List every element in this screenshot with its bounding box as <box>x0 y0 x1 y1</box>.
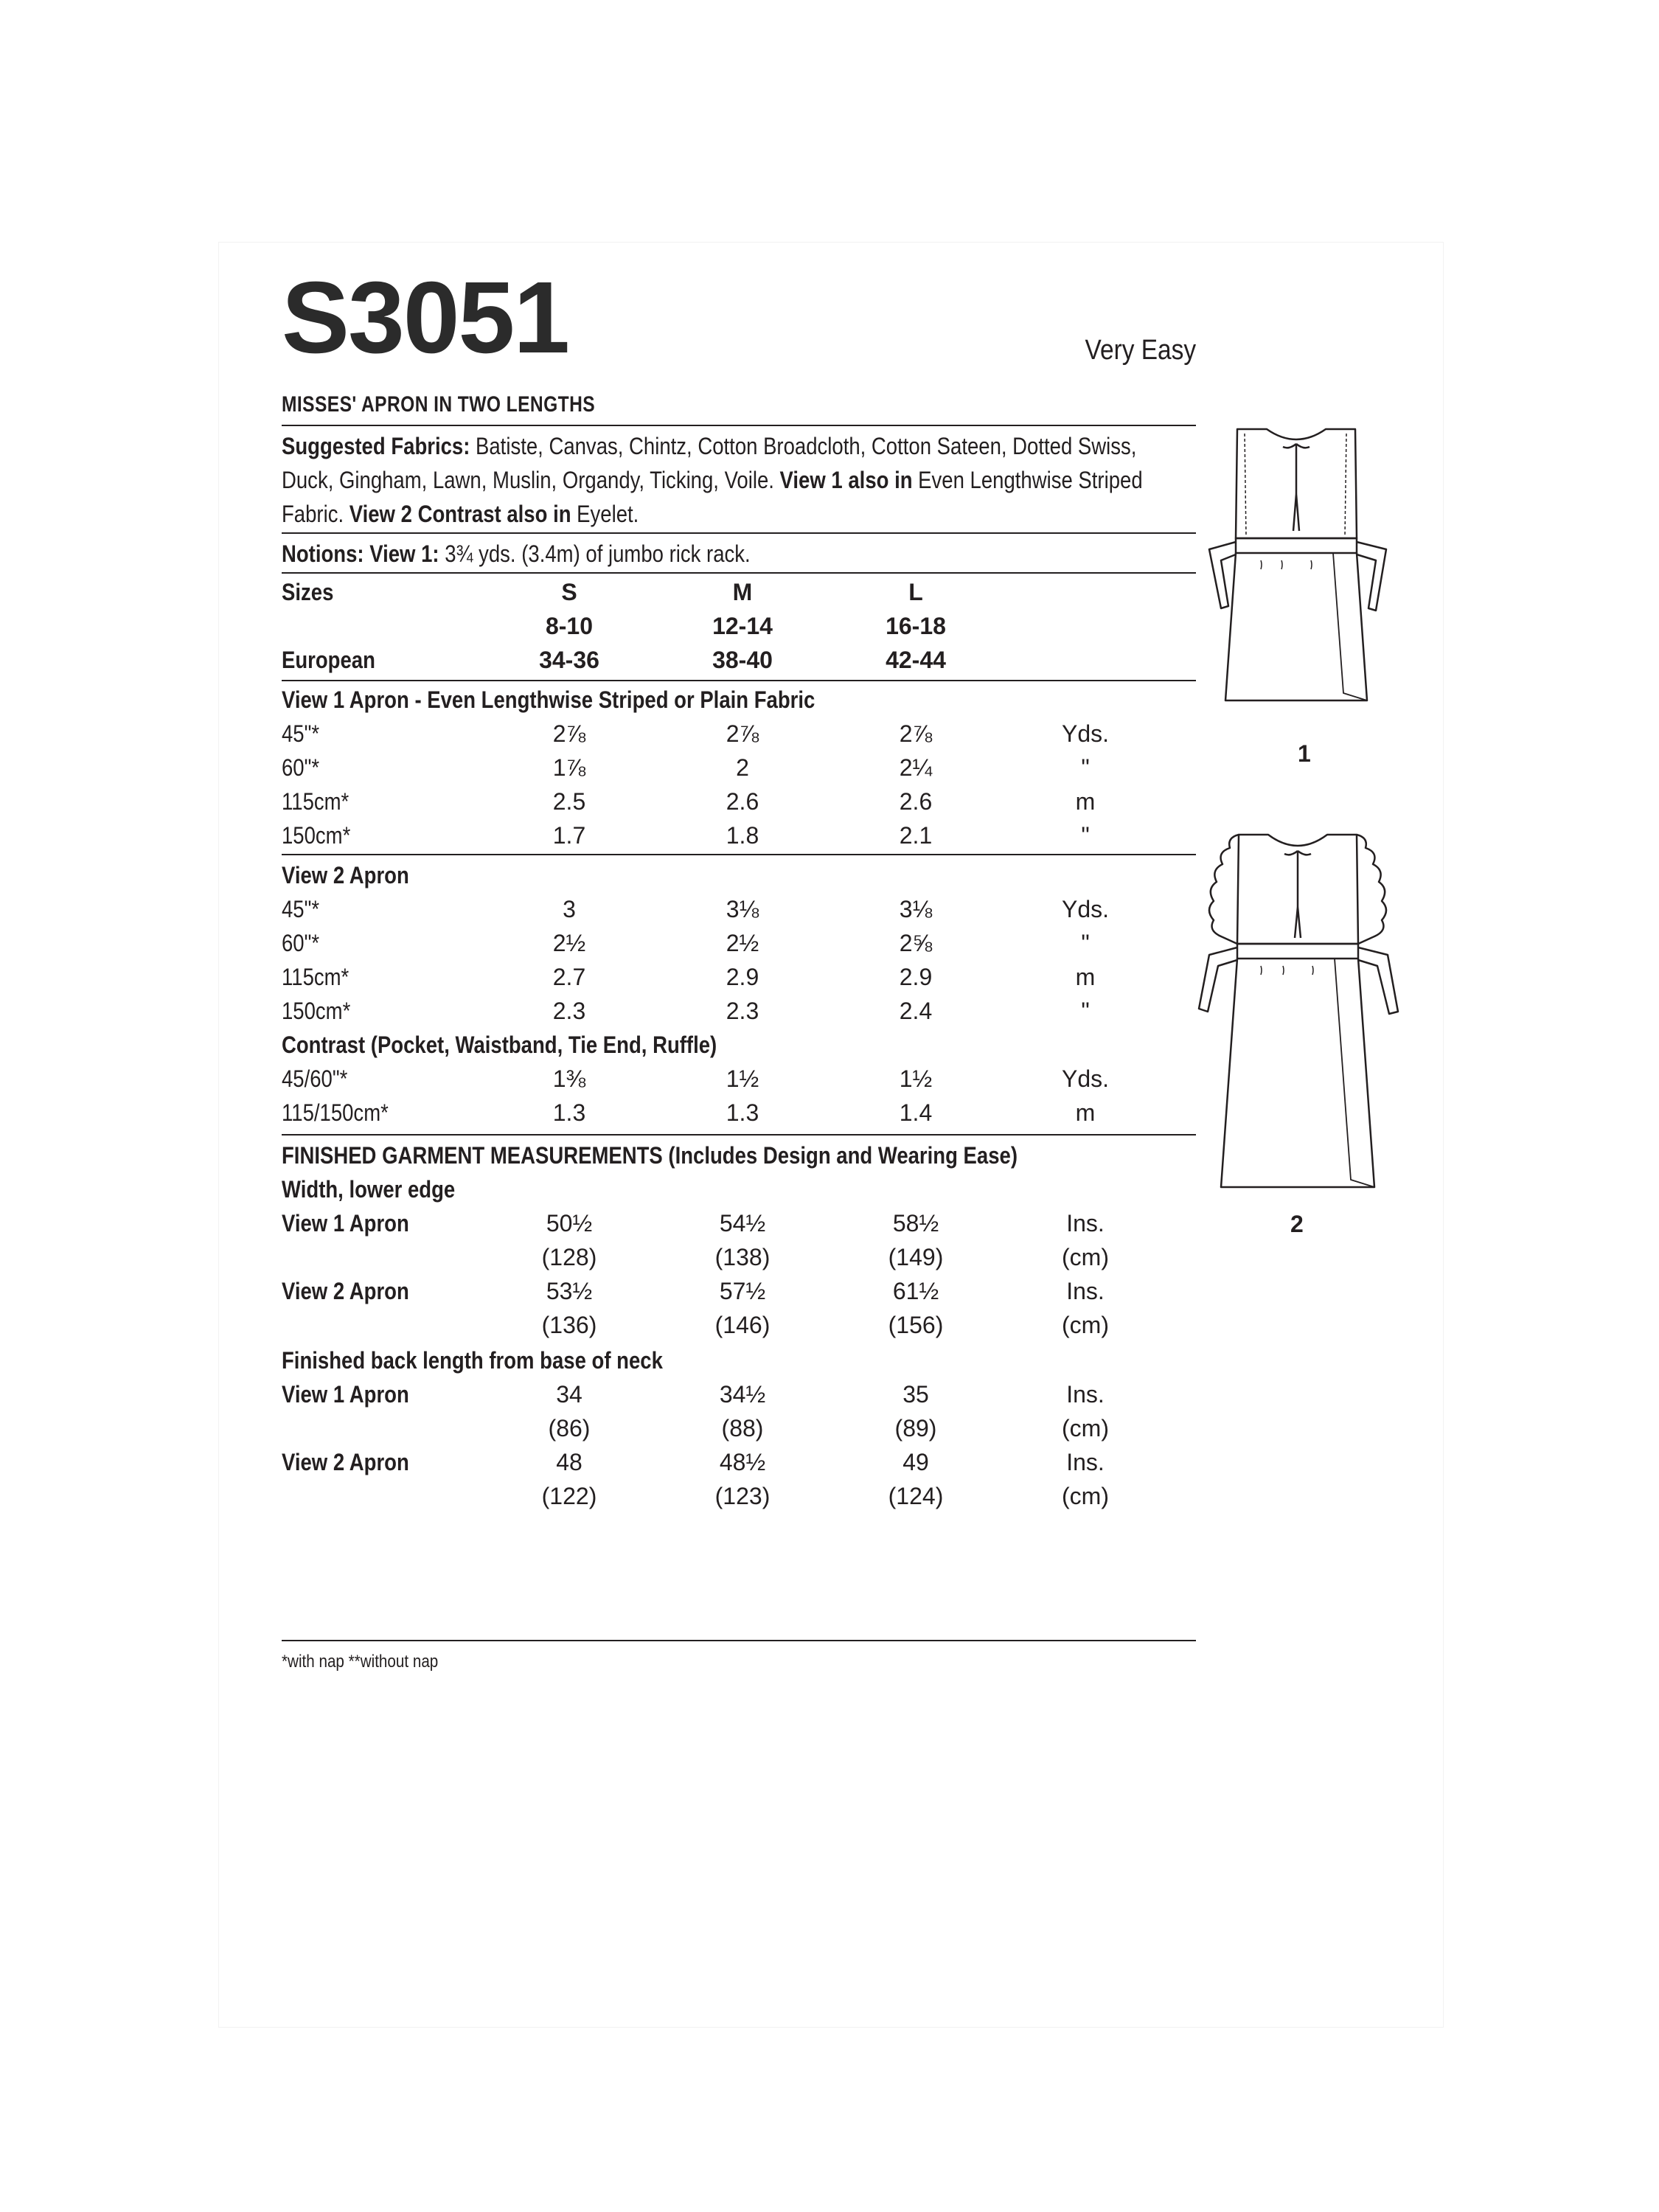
width-heading <box>282 1172 1196 1206</box>
notions-label: Notions: View 1: <box>282 540 439 567</box>
european-m: 38-40 <box>712 647 773 673</box>
table-row <box>282 751 1196 785</box>
value-l: 61½ <box>892 1278 939 1304</box>
table-row <box>282 1240 1196 1274</box>
value-m: 2.9 <box>726 964 759 990</box>
table-row <box>282 1445 1196 1479</box>
sizes-row <box>282 575 1196 609</box>
value-m: 57½ <box>719 1278 766 1304</box>
view1-heading-text: View 1 Apron - Even Lengthwise Striped or Plain Fabric <box>282 686 815 713</box>
divider <box>282 1640 1196 1641</box>
value-s: 53½ <box>546 1278 593 1304</box>
value-m: 54½ <box>719 1210 766 1237</box>
row-label: 45"* <box>282 896 320 922</box>
difficulty-label: Very Easy <box>1085 335 1196 366</box>
divider <box>282 572 1196 574</box>
european-row <box>282 643 1196 677</box>
value-l: (89) <box>894 1415 937 1441</box>
contrast-heading <box>282 1028 1196 1062</box>
view1-apron-illustration <box>1193 420 1407 715</box>
row-label: 45/60"* <box>282 1065 348 1092</box>
value-l: 1½ <box>899 1065 933 1092</box>
value-s: 2½ <box>552 930 586 956</box>
garment-title: MISSES' APRON IN TWO LENGTHS <box>282 392 596 417</box>
value-m: (146) <box>714 1312 771 1338</box>
unit-label: " <box>1081 998 1090 1024</box>
fabrics-line-3: Fabric. <box>282 501 344 527</box>
european-s: 34-36 <box>539 647 599 673</box>
unit-label: " <box>1081 822 1090 849</box>
unit-label: " <box>1081 930 1090 956</box>
unit-label: (cm) <box>1062 1244 1109 1270</box>
value-m: 1.3 <box>726 1099 759 1126</box>
unit-label: m <box>1075 964 1096 990</box>
value-m: 1.8 <box>726 822 759 849</box>
unit-label: (cm) <box>1062 1312 1109 1338</box>
unit-label: Ins. <box>1066 1449 1105 1475</box>
row-label: 115/150cm* <box>282 1099 389 1126</box>
fabrics-line-1: Batiste, Canvas, Chintz, Cotton Broadcloth, Cotton Sateen, Dotted Swiss, <box>476 433 1137 459</box>
finished-heading-text: FINISHED GARMENT MEASUREMENTS (Includes Design and Wearing Ease) <box>282 1142 1018 1169</box>
view1-fabric-label: View 1 also in <box>779 467 913 493</box>
row-label: 115cm* <box>282 964 349 990</box>
value-s: 1⅞ <box>552 754 586 781</box>
unit-label: Yds. <box>1061 720 1110 747</box>
value-s: 2⅞ <box>552 720 586 747</box>
notions-text: 3¾ yds. (3.4m) of jumbo rick rack. <box>445 540 751 567</box>
value-m: (88) <box>721 1415 764 1441</box>
divider <box>282 1134 1196 1135</box>
view1-fabric-text: Even Lengthwise Striped <box>918 467 1143 493</box>
view2-heading-text: View 2 Apron <box>282 862 409 888</box>
value-s: 1.3 <box>552 1099 586 1126</box>
contrast-heading-text: Contrast (Pocket, Waistband, Tie End, Ruffle) <box>282 1032 717 1058</box>
row-label: View 2 Apron <box>282 1278 409 1304</box>
value-m: 48½ <box>719 1449 766 1475</box>
table-row <box>282 960 1196 994</box>
unit-label: Ins. <box>1066 1278 1105 1304</box>
value-l: 2.4 <box>899 998 933 1024</box>
table-row <box>282 1062 1196 1096</box>
value-m: 3⅛ <box>726 896 759 922</box>
row-label: View 1 Apron <box>282 1210 409 1237</box>
value-l: 1.4 <box>899 1099 933 1126</box>
unit-label: (cm) <box>1062 1483 1109 1509</box>
value-l: 2.9 <box>899 964 933 990</box>
value-s: 2.5 <box>552 788 586 815</box>
value-m: 2 <box>736 754 749 781</box>
row-label: 115cm* <box>282 788 349 815</box>
value-s: 1.7 <box>552 822 586 849</box>
divider <box>282 532 1196 534</box>
view2-heading <box>282 858 1196 892</box>
value-l: (156) <box>888 1312 944 1338</box>
value-m: 2.6 <box>726 788 759 815</box>
value-m: 2.3 <box>726 998 759 1024</box>
value-s: 50½ <box>546 1210 593 1237</box>
value-m: 1½ <box>726 1065 759 1092</box>
value-l: 58½ <box>892 1210 939 1237</box>
view2-apron-illustration <box>1187 826 1416 1194</box>
table-row <box>282 1411 1196 1445</box>
table-row <box>282 1274 1196 1308</box>
fabrics-label: Suggested Fabrics: <box>282 433 470 459</box>
finished-heading <box>282 1138 1196 1172</box>
value-l: 35 <box>902 1381 929 1408</box>
size-range-m: 12-14 <box>712 613 773 639</box>
table-row <box>282 994 1196 1028</box>
unit-label: (cm) <box>1062 1415 1109 1441</box>
value-s: 34 <box>556 1381 582 1408</box>
size-range-l: 16-18 <box>886 613 946 639</box>
table-row <box>282 1377 1196 1411</box>
table-row <box>282 1479 1196 1513</box>
unit-label: " <box>1081 754 1090 781</box>
value-l: (149) <box>888 1244 944 1270</box>
value-l: 2⅝ <box>899 930 933 956</box>
view2-number: 2 <box>1290 1211 1304 1237</box>
row-label: 150cm* <box>282 998 351 1024</box>
european-l: 42-44 <box>886 647 946 673</box>
value-l: 2⅞ <box>899 720 933 747</box>
pattern-number: S3051 <box>282 261 569 375</box>
value-l: 3⅛ <box>899 896 933 922</box>
sizes-label: Sizes <box>282 579 334 605</box>
value-l: (124) <box>888 1483 944 1509</box>
unit-label: m <box>1075 1099 1096 1126</box>
table-row <box>282 785 1196 818</box>
width-heading-text: Width, lower edge <box>282 1176 456 1203</box>
row-label: 60"* <box>282 754 320 781</box>
row-label: View 2 Apron <box>282 1449 409 1475</box>
unit-label: m <box>1075 788 1096 815</box>
footnote: *with nap **without nap <box>282 1652 439 1672</box>
value-m: 2½ <box>726 930 759 956</box>
value-s: (136) <box>541 1312 597 1338</box>
value-l: 2.6 <box>899 788 933 815</box>
value-m: 2⅞ <box>726 720 759 747</box>
value-m: (123) <box>714 1483 771 1509</box>
fabrics-line-2: Duck, Gingham, Lawn, Muslin, Organdy, Ticking, Voile. <box>282 467 774 493</box>
size-ranges-row <box>282 609 1196 643</box>
unit-label: Yds. <box>1061 896 1110 922</box>
value-s: 2.3 <box>552 998 586 1024</box>
value-s: (122) <box>541 1483 597 1509</box>
size-l: L <box>908 579 923 605</box>
unit-label: Ins. <box>1066 1381 1105 1408</box>
table-row <box>282 717 1196 751</box>
value-m: 34½ <box>719 1381 766 1408</box>
value-s: 1⅜ <box>552 1065 586 1092</box>
table-row <box>282 1206 1196 1240</box>
view1-number: 1 <box>1298 740 1311 767</box>
length-heading <box>282 1343 1196 1377</box>
divider <box>282 425 1196 426</box>
table-row <box>282 818 1196 852</box>
value-s: 3 <box>563 896 576 922</box>
value-m: (138) <box>714 1244 771 1270</box>
european-label: European <box>282 647 375 673</box>
table-row <box>282 892 1196 926</box>
divider <box>282 680 1196 681</box>
unit-label: Yds. <box>1061 1065 1110 1092</box>
view2-fabric-text: Eyelet. <box>577 501 639 527</box>
value-s: (86) <box>548 1415 591 1441</box>
unit-label: Ins. <box>1066 1210 1105 1237</box>
divider <box>282 854 1196 855</box>
row-label: 150cm* <box>282 822 351 849</box>
size-range-s: 8-10 <box>545 613 594 639</box>
table-row <box>282 1308 1196 1342</box>
row-label: View 1 Apron <box>282 1381 409 1408</box>
value-s: 2.7 <box>552 964 586 990</box>
row-label: 60"* <box>282 930 320 956</box>
view2-fabric-label: View 2 Contrast also in <box>349 501 571 527</box>
size-m: M <box>732 579 753 605</box>
value-s: (128) <box>541 1244 597 1270</box>
row-label: 45"* <box>282 720 320 747</box>
table-row <box>282 926 1196 960</box>
value-l: 2.1 <box>899 822 933 849</box>
table-row <box>282 1096 1196 1130</box>
size-s: S <box>561 579 577 605</box>
view1-heading <box>282 683 1196 717</box>
length-heading-text: Finished back length from base of neck <box>282 1347 663 1374</box>
value-l: 49 <box>902 1449 929 1475</box>
value-l: 2¼ <box>899 754 933 781</box>
value-s: 48 <box>556 1449 582 1475</box>
